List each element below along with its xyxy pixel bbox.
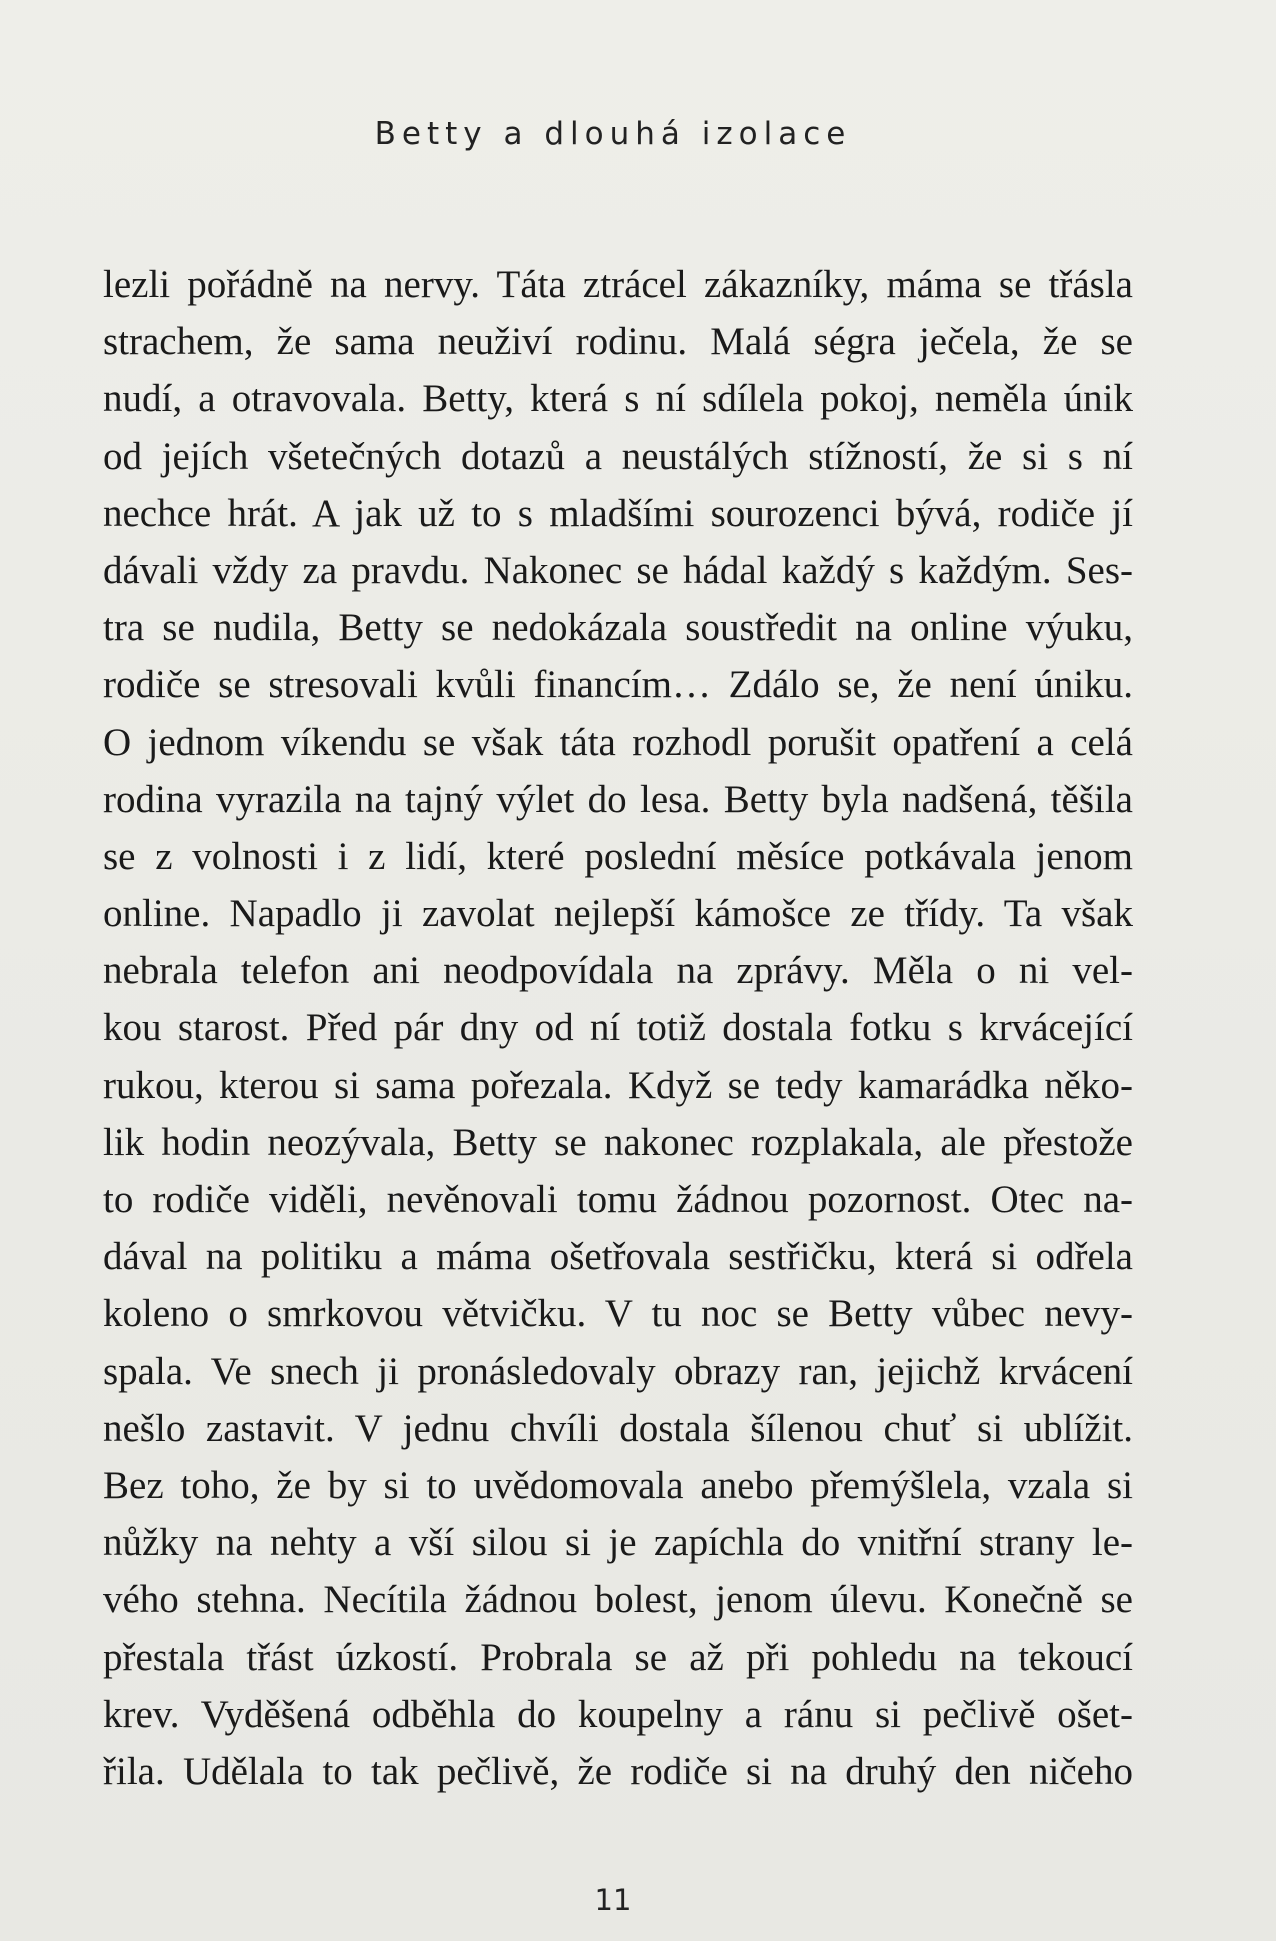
text-line: rodiče se stresovali kvůli financím… Zdálo se, že není úniku. [103, 663, 1133, 707]
text-line: dával na politiku a máma ošetřovala sestřičku, která si odřela [103, 1235, 1133, 1279]
text-line: koleno o smrkovou větvičku. V tu noc se Betty vůbec nevy- [103, 1292, 1133, 1336]
text-line: Bez toho, že by si to uvědomovala anebo přemýšlela, vzala si [103, 1463, 1133, 1507]
text-line: nudí, a otravovala. Betty, která s ní sdílela pokoj, neměla únik [103, 377, 1133, 421]
text-line: řila. Udělala to tak pečlivě, že rodiče si na druhý den ničeho [103, 1749, 1133, 1793]
text-line: nešlo zastavit. V jednu chvíli dostala šílenou chuť si ublížit. [103, 1406, 1133, 1450]
text-line: tra se nudila, Betty se nedokázala soustředit na online výuku, [103, 606, 1133, 650]
text-line: přestala třást úzkostí. Probrala se až při pohledu na tekoucí [103, 1635, 1133, 1679]
text-line: od jejích všetečných dotazů a neustálých stížností, že si s ní [103, 434, 1133, 478]
text-line: krev. Vyděšená odběhla do koupelny a ránu si pečlivě ošet- [103, 1692, 1133, 1736]
text-line: strachem, že sama neuživí rodinu. Malá ségra ječela, že se [103, 320, 1133, 364]
text-line: nůžky na nehty a vší silou si je zapíchla do vnitřní strany le- [103, 1521, 1133, 1565]
text-line: nebrala telefon ani neodpovídala na zprávy. Měla o ni vel- [103, 949, 1133, 993]
text-line: vého stehna. Necítila žádnou bolest, jenom úlevu. Konečně se [103, 1578, 1133, 1622]
text-line: rukou, kterou si sama pořezala. Když se tedy kamarádka něko- [103, 1063, 1133, 1107]
text-line: dávali vždy za pravdu. Nakonec se hádal každý s každým. Ses- [103, 548, 1133, 592]
text-line: lezli pořádně na nervy. Táta ztrácel zákazníky, máma se třásla [103, 263, 1133, 306]
body-text [103, 256, 1133, 1800]
text-line: online. Napadlo ji zavolat nejlepší kámošce ze třídy. Ta však [103, 892, 1133, 936]
text-line: O jednom víkendu se však táta rozhodl porušit opatření a celá [103, 720, 1133, 764]
text-line: nechce hrát. A jak už to s mladšími sourozenci bývá, rodiče jí [103, 491, 1133, 535]
running-title: Betty a dlouhá izolace [374, 116, 852, 152]
text-line: rodina vyrazila na tajný výlet do lesa. Betty byla nadšená, těšila [103, 777, 1133, 821]
text-line: spala. Ve snech ji pronásledovaly obrazy ran, jejichž krvácení [103, 1349, 1133, 1393]
text-line: se z volnosti i z lidí, které poslední měsíce potkávala jenom [103, 834, 1133, 878]
text-line: lik hodin neozývala, Betty se nakonec rozplakala, ale přestože [103, 1120, 1133, 1164]
text-line: to rodiče viděli, nevěnovali tomu žádnou pozornost. Otec na- [103, 1178, 1133, 1221]
page-number: 11 [594, 1883, 632, 1917]
text-line: kou starost. Před pár dny od ní totiž dostala fotku s krvácející [103, 1006, 1133, 1050]
